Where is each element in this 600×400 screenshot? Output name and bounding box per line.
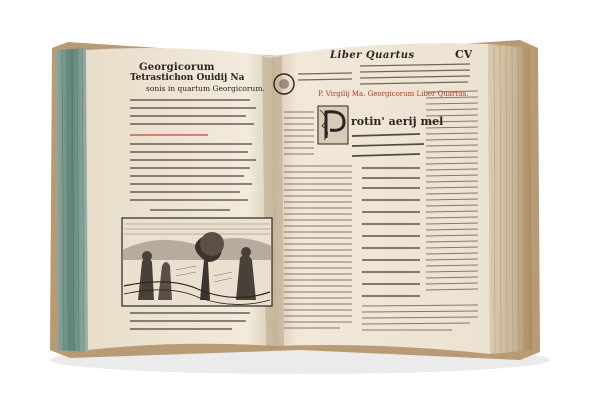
left-page-header-line-1: Georgicorum <box>139 62 215 73</box>
left-page-header-line-3: sonis in quartum Georgicorum. <box>146 84 265 93</box>
opening-verse-words: rotin' aerij mel <box>351 115 444 128</box>
folio-number: CV <box>455 48 473 61</box>
book-heading: P. Virgilij Ma. Georgicorum Liber Quartus. <box>318 90 469 98</box>
right-page-running-header: Liber Quartus <box>330 50 415 61</box>
left-page-header-line-2: Tetrastichon Ouidij Na <box>130 73 245 83</box>
decorated-initial-P <box>318 106 348 144</box>
woodcut-illustration <box>122 218 272 306</box>
